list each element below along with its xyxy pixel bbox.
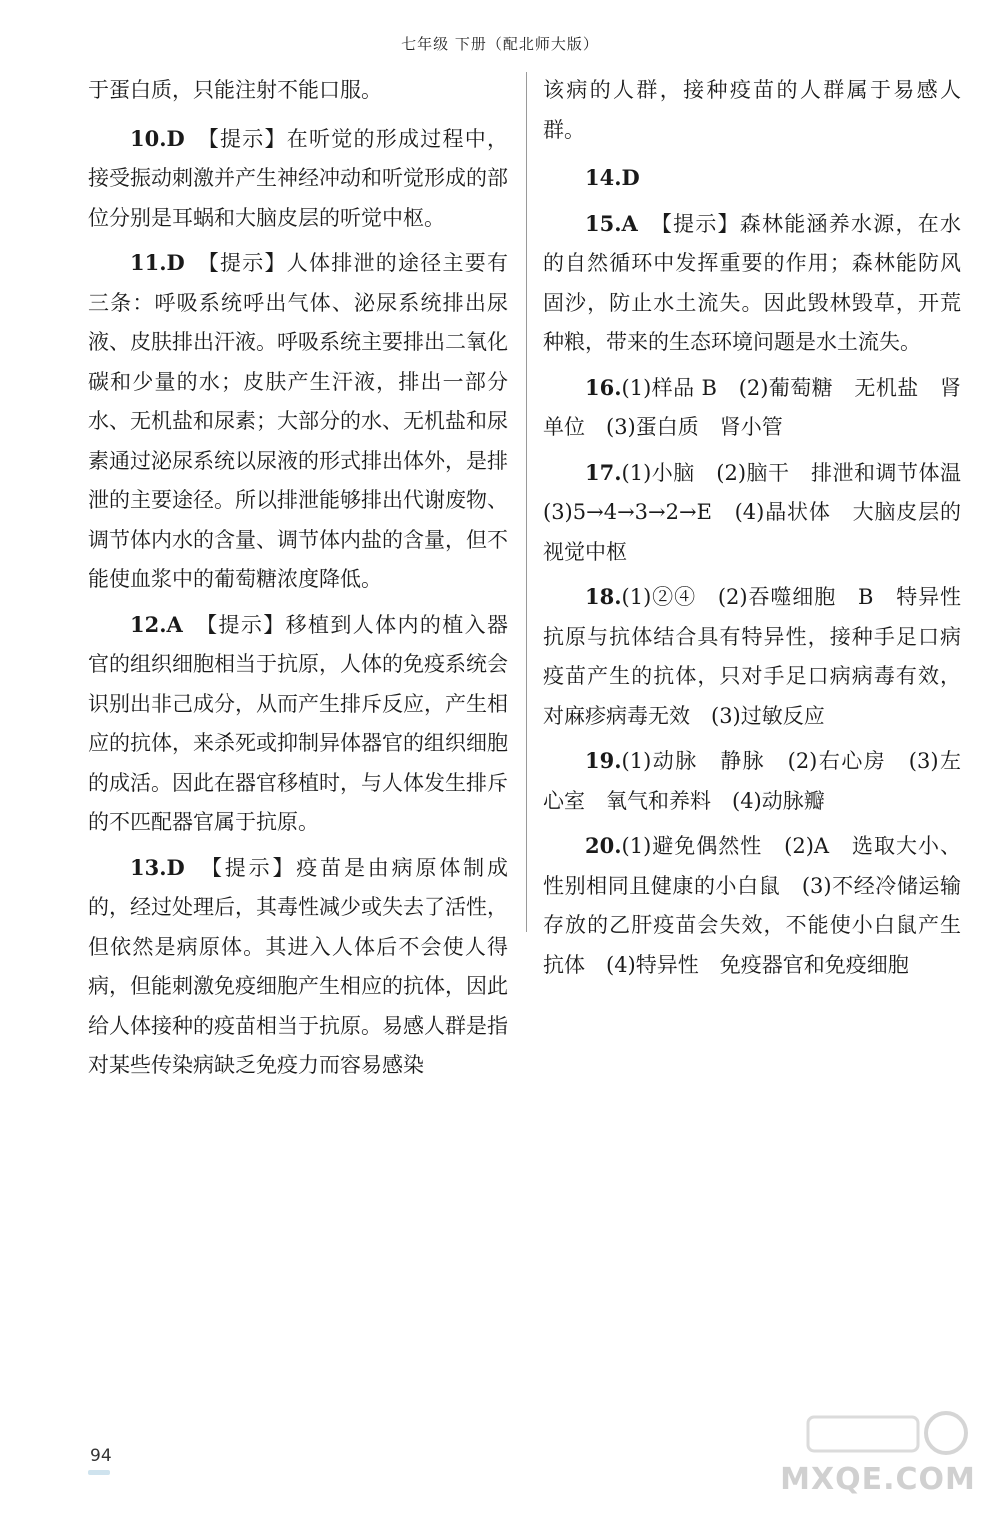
watermark-text: MXQE.COM (780, 1462, 976, 1497)
answer-text: 【提示】移植到人体内的植入器官的组织细胞相当于抗原，人体的免疫系统会识别出非己成分，从而产生排斥反应，产生相应的抗体，来杀死或抑制异体器官的组织细胞的成活。因此在器官移植时，与人体发生排斥的不匹配器官属于抗原。 (88, 612, 509, 834)
watermark-ring (926, 1413, 966, 1453)
answer-text: 【提示】森林能涵养水源，在水的自然循环中发挥重要的作用；森林能防风固沙，防止水土流失。因此毁林毁草，开荒种粮，带来的生态环境问题是水土流失。 (543, 211, 962, 354)
answer-number: 19. (585, 748, 622, 773)
right-column (543, 70, 982, 990)
column-divider (526, 72, 527, 932)
answer-item (543, 577, 982, 736)
answer-item (88, 848, 508, 1086)
answer-item (543, 826, 961, 985)
answer-text: (1)小脑 (2)脑干 排泄和调节体温 (3)5→4→3→2→E (4)晶状体 大脑皮层的视觉中枢 (543, 460, 982, 564)
answer-number: 17. (585, 459, 622, 485)
left-column (88, 70, 508, 1091)
answer-number: 10.D (130, 125, 185, 151)
answer-text: 于蛋白质，只能注射不能口服。 (88, 78, 382, 102)
watermark-box (808, 1417, 918, 1451)
answer-number: 18. (585, 584, 622, 609)
answer-number: 11.D (130, 250, 185, 275)
answer-item (88, 605, 508, 843)
page-number: 94 (90, 1446, 112, 1466)
answer-text: 该病的人群，接种疫苗的人群属于易感人群。 (543, 78, 961, 142)
answer-number: 13.D (130, 854, 185, 880)
answer-text: 【提示】疫苗是由病原体制成的，经过处理后，其毒性减少或失去了活性，但依然是病原体。其进入人体后不会使人得病，但能刺激免疫细胞产生相应的抗体，因此给人体接种的疫苗相当于抗原。易感人群是指对某些传染病缺乏免疫力而容易感染 (88, 855, 509, 1077)
answer-number: 20. (585, 833, 622, 858)
answer-text: (1)样品 B (2)葡萄糖 无机盐 肾单位 (3)蛋白质 肾小管 (543, 375, 961, 439)
answer-item (543, 158, 961, 199)
answer-number: 14.D (585, 165, 640, 190)
page-number-tab (88, 1470, 110, 1475)
answer-item (543, 70, 961, 150)
answer-text: (1)避免偶然性 (2)A 选取大小、性别相同且健康的小白鼠 (3)不经冷储运输存放的乙肝疫苗会失效，不能使小白鼠产生抗体 (4)特异性 免疫器官和免疫细胞 (543, 834, 961, 977)
answer-number: 12.A (130, 611, 183, 637)
answer-text: 【提示】人体排泄的途径主要有三条：呼吸系统呼出气体、泌尿系统排出尿液、皮肤排出汗液。呼吸系统主要排出二氧化碳和少量的水；皮肤产生汗液，排出一部分水、无机盐和尿素；大部分的水、无机盐和尿素通过泌尿系统以尿液的形式排出体外，是排泄的主要途径。所以排泄能够排出代谢废物、调节体内水的含量、调节体内盐的含量，但不能使血浆中的葡萄糖浓度降低。 (88, 251, 508, 591)
running-header: 七年级 下册（配北师大版） (401, 35, 599, 53)
answer-number: 16. (585, 374, 622, 400)
answer-item (543, 368, 961, 448)
watermark-logo (778, 1407, 978, 1497)
answer-item (88, 70, 508, 111)
answer-item (88, 243, 508, 600)
answer-text: (1)②④ (2)吞噬细胞 B 特异性 抗原与抗体结合具有特异性，接种手足口病疫苗产生的抗体，只对手足口病病毒有效，对麻疹病毒无效 (3)过敏反应 (543, 585, 982, 728)
answer-item (543, 453, 982, 573)
answer-item (543, 741, 961, 821)
answer-number: 15.A (585, 210, 638, 236)
answer-item (88, 119, 508, 239)
answer-item (543, 204, 961, 363)
answer-text: 【提示】在听觉的形成过程中，接受振动刺激并产生神经冲动和听觉形成的部位分别是耳蜗和大脑皮层的听觉中枢。 (88, 126, 508, 230)
answer-text: (1)动脉 静脉 (2)右心房 (3)左心室 氧气和养料 (4)动脉瓣 (543, 749, 961, 813)
